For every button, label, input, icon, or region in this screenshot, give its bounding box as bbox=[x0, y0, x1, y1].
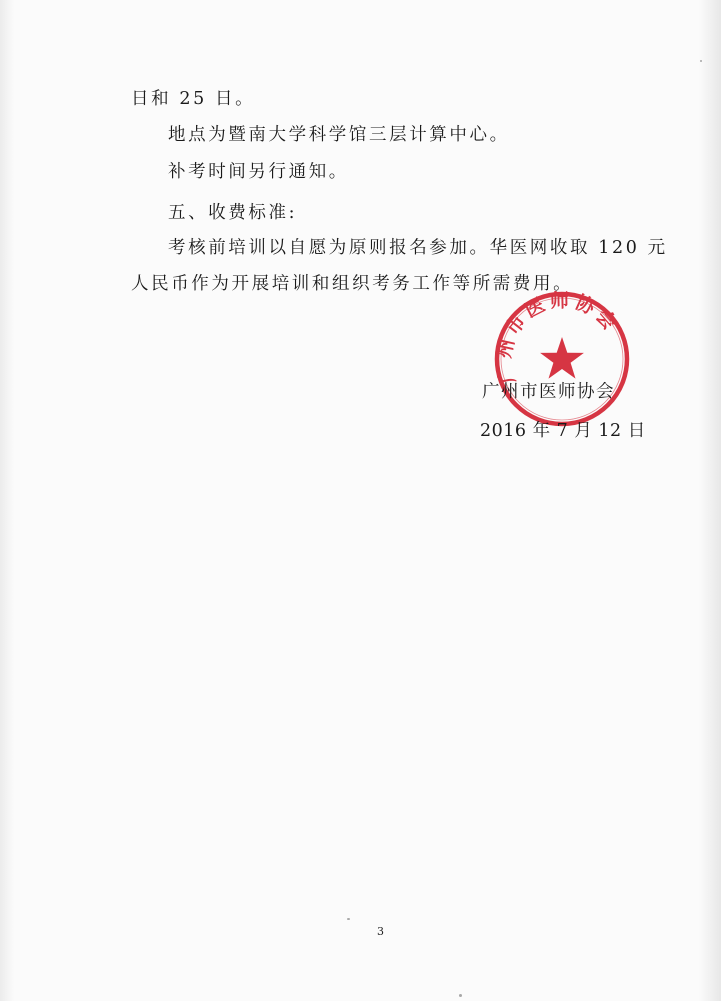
body-line-date-continuation: 日和 25 日。 bbox=[131, 89, 256, 109]
scan-edge-shadow-left bbox=[0, 0, 14, 1001]
scan-speck bbox=[700, 60, 702, 62]
svg-text:广州市医师协会: 广州市医师协会 bbox=[493, 289, 623, 386]
scan-speck bbox=[347, 918, 350, 920]
signature-date: 2016 年 7 月 12 日 bbox=[480, 421, 646, 441]
body-line-makeup-exam: 补考时间另行通知。 bbox=[168, 162, 349, 182]
scan-speck bbox=[459, 994, 462, 997]
body-line-fees-1: 考核前培训以自愿为原则报名参加。华医网收取 120 元 bbox=[168, 238, 668, 258]
page-number: 3 bbox=[377, 925, 384, 938]
body-line-fees-2: 人民币作为开展培训和组织考务工作等所需费用。 bbox=[131, 274, 574, 294]
scan-edge-shadow-right bbox=[699, 0, 721, 1001]
signature-organization: 广州市医师协会 bbox=[482, 382, 615, 402]
body-line-location: 地点为暨南大学科学馆三层计算中心。 bbox=[168, 125, 510, 145]
official-seal-icon bbox=[492, 289, 632, 429]
section-heading-fees: 五、收费标准: bbox=[168, 203, 298, 223]
